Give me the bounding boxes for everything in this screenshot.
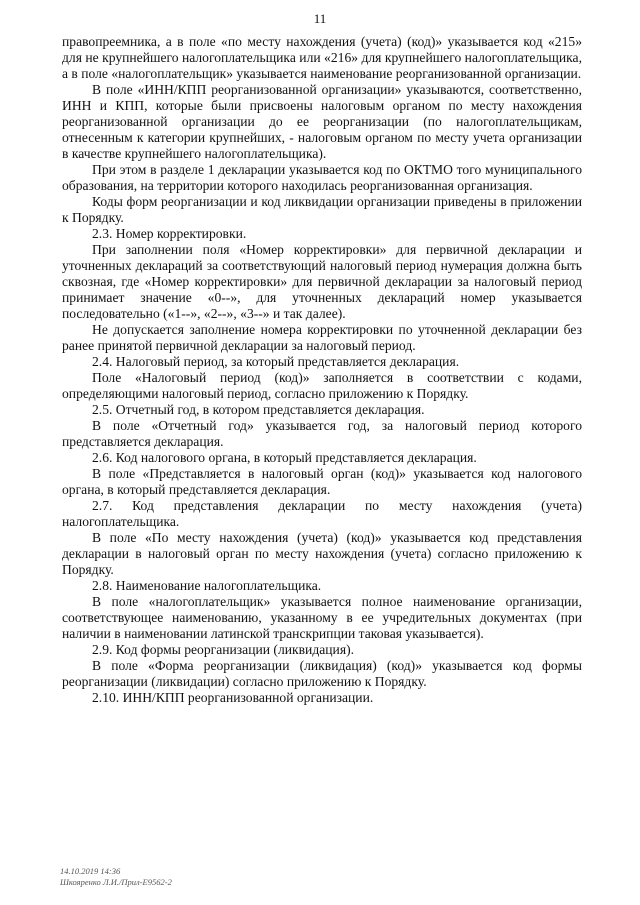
paragraph-tax-period: Поле «Налоговый период (код)» заполняется в соответствии с кодами, определяющими налоговый период, согласно приложению к Порядку.	[62, 370, 582, 401]
section-heading-2-4: 2.4. Налоговый период, за который представляется декларация.	[92, 354, 460, 369]
paragraph-reorganization-codes: Коды форм реорганизации и код ликвидации организации приведены в приложении к Порядку.	[62, 194, 582, 225]
section-heading-2-5: 2.5. Отчетный год, в котором представляется декларация.	[92, 402, 425, 417]
section-heading-2-9: 2.9. Код формы реорганизации (ликвидация).	[92, 642, 354, 657]
paragraph-successor-code: правопреемника, а в поле «по месту нахождения (учета) (код)» указывается код «215» для не крупнейшего налогоплательщика или «216» для крупнейшего налогоплательщика, а в поле «налогоплательщик» указывается наименование реорганизованной организации.	[62, 34, 582, 81]
paragraph-correction-number: При заполнении поля «Номер корректировки» для первичной декларации и уточненных деклараций за соответствующий налоговый период нумерация должна быть сквозная, где «Номер корректировки» для первичной декларации за налоговый период принимает значение «0--», для уточненных деклараций номер указывается последовательно («1--», «2--», «3--» и так далее).	[62, 242, 582, 321]
paragraph-correction-restriction: Не допускается заполнение номера корректировки по уточненной декларации без ранее принятой первичной декларации за налоговый период.	[62, 322, 582, 353]
document-body	[62, 34, 582, 706]
paragraph-inn-kpp-field: В поле «ИНН/КПП реорганизованной организации» указываются, соответственно, ИНН и КПП, которые были присвоены налоговым органом по месту нахождения реорганизованной организации до ее реорганизации (по налогоплательщикам, отнесенным к категории крупнейших, - налоговым органом по месту учета организации в качестве крупнейшего налогоплательщика).	[62, 82, 582, 161]
document-footer	[60, 866, 172, 888]
paragraph-reorganization-form: В поле «Форма реорганизации (ликвидация) (код)» указывается код формы реорганизации (ликвидации) согласно приложению к Порядку.	[62, 658, 582, 689]
section-heading-2-10: 2.10. ИНН/КПП реорганизованной организации.	[92, 690, 374, 705]
section-heading-2-6: 2.6. Код налогового органа, в который представляется декларация.	[92, 450, 477, 465]
paragraph-tax-authority-code: В поле «Представляется в налоговый орган (код)» указывается код налогового органа, в который представляется декларация.	[62, 466, 582, 497]
footer-timestamp: 14.10.2019 14:36	[60, 866, 121, 876]
paragraph-taxpayer-name: В поле «налогоплательщик» указывается полное наименование организации, соответствующее наименованию, указанному в ее учредительных документах (при наличии в наименовании латинской транскрипции таковая указывается).	[62, 594, 582, 641]
paragraph-reporting-year: В поле «Отчетный год» указывается год, за налоговый период которого представляется декларация.	[62, 418, 582, 449]
paragraph-location-code: В поле «По месту нахождения (учета) (код)» указывается код представления декларации в налоговый орган по месту нахождения (учета) согласно приложению к Порядку.	[62, 530, 582, 577]
section-heading-2-7: 2.7. Код представления декларации по месту нахождения (учета) налогоплательщика.	[62, 498, 582, 529]
section-heading-2-8: 2.8. Наименование налогоплательщика.	[92, 578, 322, 593]
page-number: 11	[313, 11, 327, 26]
section-heading-2-3: 2.3. Номер корректировки.	[92, 226, 247, 241]
paragraph-oktmo: При этом в разделе 1 декларации указывается код по ОКТМО того муниципального образования, на территории которого находилась реорганизованная организация.	[62, 162, 582, 193]
footer-author: Шкояренко Л.И./Прил-E9562-2	[60, 877, 172, 887]
